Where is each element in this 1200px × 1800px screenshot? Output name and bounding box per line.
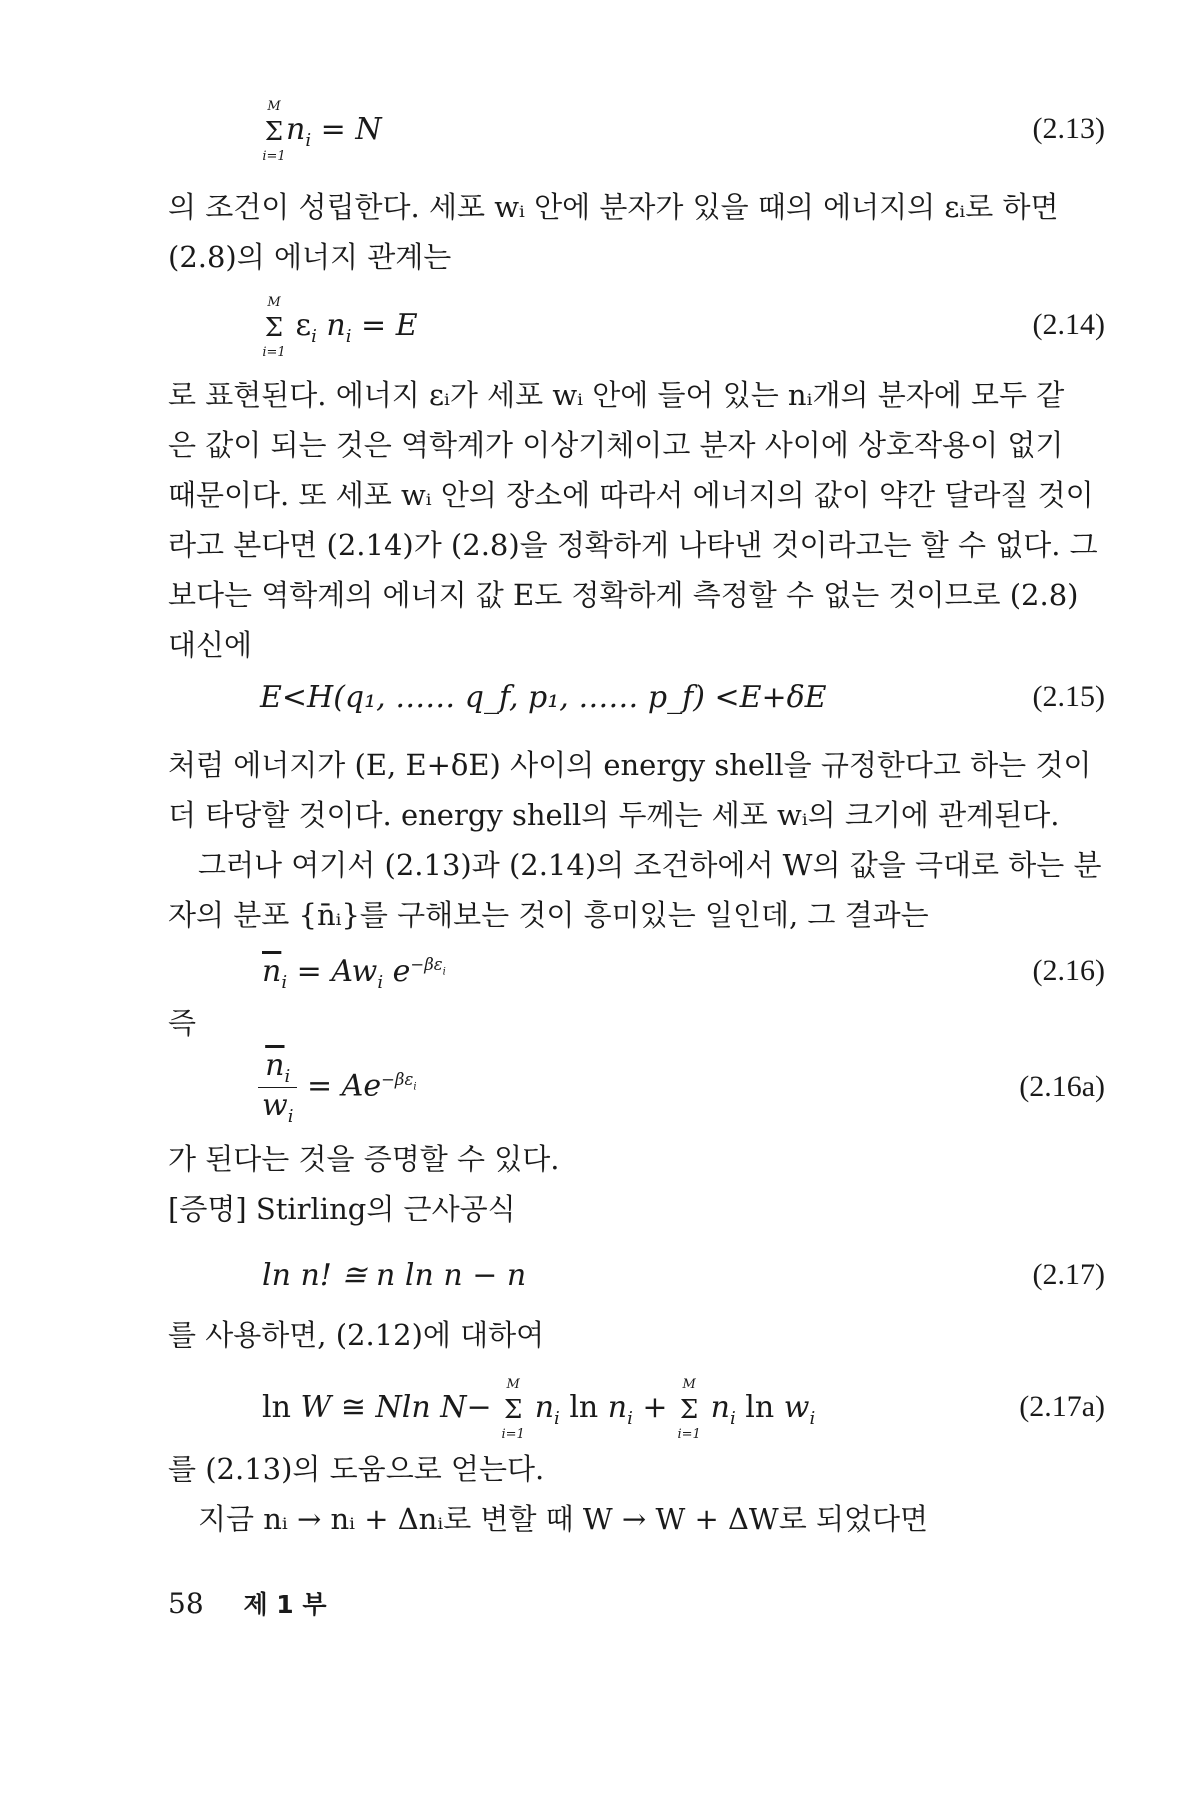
text-line: 를 사용하면, (2.12)에 대하여 bbox=[168, 1318, 545, 1352]
paragraph-2 bbox=[168, 370, 1108, 670]
equation-number: (2.15) bbox=[1032, 680, 1105, 713]
text-line: 라고 본다면 (2.14)가 (2.8)을 정확하게 나타낸 것이라고는 할 수 없다. 그 bbox=[168, 528, 1098, 562]
equation-number: (2.17) bbox=[1032, 1258, 1105, 1291]
text-line: 자의 분포 {n̄ᵢ}를 구해보는 것이 흥미있는 일인데, 그 결과는 bbox=[168, 898, 929, 932]
equation-number: (2.17a) bbox=[1019, 1390, 1105, 1423]
eq-rhs: ) <E+δE bbox=[693, 680, 827, 715]
eq-lhs: E<H( bbox=[260, 680, 345, 715]
paragraph-4 bbox=[168, 840, 1108, 940]
paragraph-7 bbox=[168, 1310, 1108, 1360]
part-label: 제 1 부 bbox=[243, 1590, 327, 1619]
paragraph-8 bbox=[168, 1444, 1108, 1544]
page-footer bbox=[168, 1585, 327, 1621]
text-line: 보다는 역학계의 에너지 값 E도 정확하게 측정할 수 없는 것이므로 (2.8) bbox=[168, 578, 1079, 612]
text-line: 그러나 여기서 (2.13)과 (2.14)의 조건하에서 W의 값을 극대로 하는 분 bbox=[198, 848, 1102, 882]
text-line: 대신에 bbox=[168, 628, 253, 662]
equation-2-13: M Σ i=1 $n_i = N$ (2.13) bbox=[262, 99, 1105, 164]
paragraph-6 bbox=[168, 1134, 1108, 1234]
equation-2-16: $\overline{n}_i = Aw_i$ $e^{-\beta\varepsilon_i}$ (2.16) bbox=[262, 954, 1105, 993]
page-number: 58 bbox=[168, 1587, 204, 1620]
text-line: 지금 nᵢ → nᵢ + Δnᵢ로 변할 때 W → W + ΔW로 되었다면 bbox=[198, 1502, 929, 1536]
text-line: 더 타당할 것이다. energy shell의 두께는 세포 wᵢ의 크기에 관계된다. bbox=[168, 798, 1060, 832]
equation-number: (2.16a) bbox=[1019, 1070, 1105, 1103]
text-line: [증명] Stirling의 근사공식 bbox=[168, 1192, 516, 1226]
equation-2-17 bbox=[0, 1254, 1200, 1304]
equation-2-15 bbox=[0, 676, 1200, 726]
equation-2-14: M Σ i=1 $\varepsilon_i$ $n_i = E$ (2.14) bbox=[262, 295, 1105, 360]
paragraph-3 bbox=[168, 740, 1108, 840]
paragraph-1 bbox=[168, 182, 1108, 282]
equation-2-17a: ln W ≅ Nln N− M Σ i=1 $n_i$ $\ln n_i$ + M Σ i=1 $n_i$ $\ln w_i$ (2.17a) bbox=[262, 1377, 1105, 1442]
equation-number: (2.13) bbox=[1032, 112, 1105, 145]
text-line: (2.8)의 에너지 관계는 bbox=[168, 240, 452, 274]
text-line: 가 된다는 것을 증명할 수 있다. bbox=[168, 1142, 560, 1176]
equation-number: (2.14) bbox=[1032, 308, 1105, 341]
text-line: 의 조건이 성립한다. 세포 wᵢ 안에 분자가 있을 때의 에너지의 εᵢ로 하면 bbox=[168, 190, 1059, 224]
text-line: 즉 bbox=[168, 1006, 197, 1040]
eq-text: ln n! ≅ n ln n − n bbox=[262, 1258, 527, 1293]
eq-args: q₁, …… q_f, p₁, …… p_f bbox=[344, 680, 694, 715]
equation-2-16a: $\frac{\overline{n}_i}{w_i}$ = $Ae^{-\beta\varepsilon_i}$ (2.16a) bbox=[0, 1046, 1200, 1136]
equation-number: (2.16) bbox=[1032, 954, 1105, 987]
text-line: 처럼 에너지가 (E, E+δE) 사이의 energy shell을 규정한다고 하는 것이 bbox=[168, 748, 1092, 782]
paragraph-5 bbox=[168, 998, 1108, 1048]
text-line: 은 값이 되는 것은 역학계가 이상기체이고 분자 사이에 상호작용이 없기 bbox=[168, 428, 1064, 462]
text-line: 를 (2.13)의 도움으로 얻는다. bbox=[168, 1452, 545, 1486]
text-line: 로 표현된다. 에너지 εᵢ가 세포 wᵢ 안에 들어 있는 nᵢ개의 분자에 모두 같 bbox=[168, 378, 1065, 412]
text-line: 때문이다. 또 세포 wᵢ 안의 장소에 따라서 에너지의 값이 약간 달라질 것이 bbox=[168, 478, 1094, 512]
